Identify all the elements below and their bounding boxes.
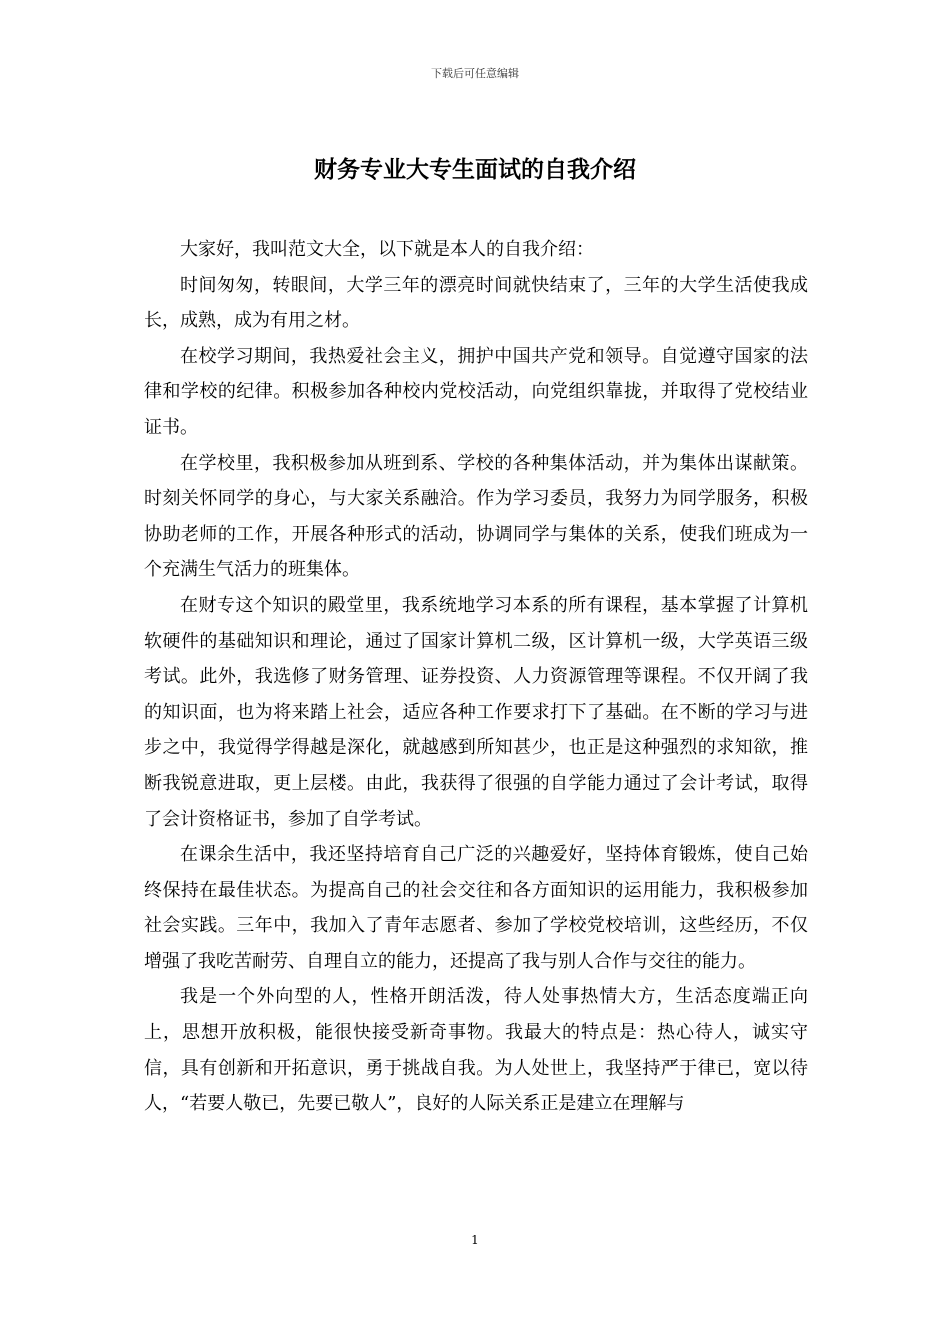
paragraph-greeting: 大家好，我叫范文大全，以下就是本人的自我介绍：: [180, 239, 594, 260]
header-note: 下载后可任意编辑: [431, 67, 519, 80]
paragraph-study: 在财专这个知识的殿堂里，我系统地学习本系的所有课程，基本掌握了计算机软硬件的基础知识和理论，通过了国家计算机二级，区计算机一级，大学英语三级考试。此外，我选修了财务管理、证券投资、人力资源管理等课程。不仅开阔了我的知识面，也为将来踏上社会，适应各种工作要求打下了基础。在不断的学习与进步之中，我觉得学得越是深化，就越感到所知甚少，也正是这种强烈的求知欲，推断我锐意进取，更上层楼。由此，我获得了很强的自学能力通过了会计考试，取得了会计资格证书，参加了自学考试。: [144, 594, 808, 830]
document-body: [144, 232, 808, 1122]
paragraph-growth: 时间匆匆，转眼间，大学三年的漂亮时间就快结束了，三年的大学生活使我成长，成熟，成为有用之材。: [144, 274, 808, 332]
page-number: 1: [471, 1233, 479, 1247]
document-title: 财务专业大专生面试的自我介绍: [314, 156, 636, 183]
paragraph-personality: 我是一个外向型的人，性格开朗活泼，待人处事热情大方，生活态度端正向上，思想开放积极，能很快接受新奇事物。我最大的特点是：热心待人，诚实守信，具有创新和开拓意识，勇于挑战自我。为人处世上，我坚持严于律已，宽以待人，“若要人敬已，先要已敬人”，良好的人际关系正是建立在理解与: [144, 986, 808, 1115]
paragraph-extracurricular: 在课余生活中，我还坚持培育自己广泛的兴趣爱好，坚持体育锻炼，使自己始终保持在最佳状态。为提高自己的社会交往和各方面知识的运用能力，我积极参加社会实践。三年中，我加入了青年志愿者、参加了学校党校培训，这些经历，不仅增强了我吃苦耐劳、自理自立的能力，还提高了我与别人合作与交往的能力。: [144, 844, 808, 972]
paragraph-collective: 在学校里，我积极参加从班到系、学校的各种集体活动，并为集体出谋献策。时刻关怀同学的身心，与大家关系融洽。作为学习委员，我努力为同学服务，积极协助老师的工作，开展各种形式的活动，协调同学与集体的关系，使我们班成为一个充满生气活力的班集体。: [144, 452, 808, 581]
paragraph-political: 在校学习期间，我热爱社会主义，拥护中国共产党和领导。自觉遵守国家的法律和学校的纪律。积极参加各种校内党校活动，向党组织靠拢，并取得了党校结业证书。: [144, 345, 808, 438]
